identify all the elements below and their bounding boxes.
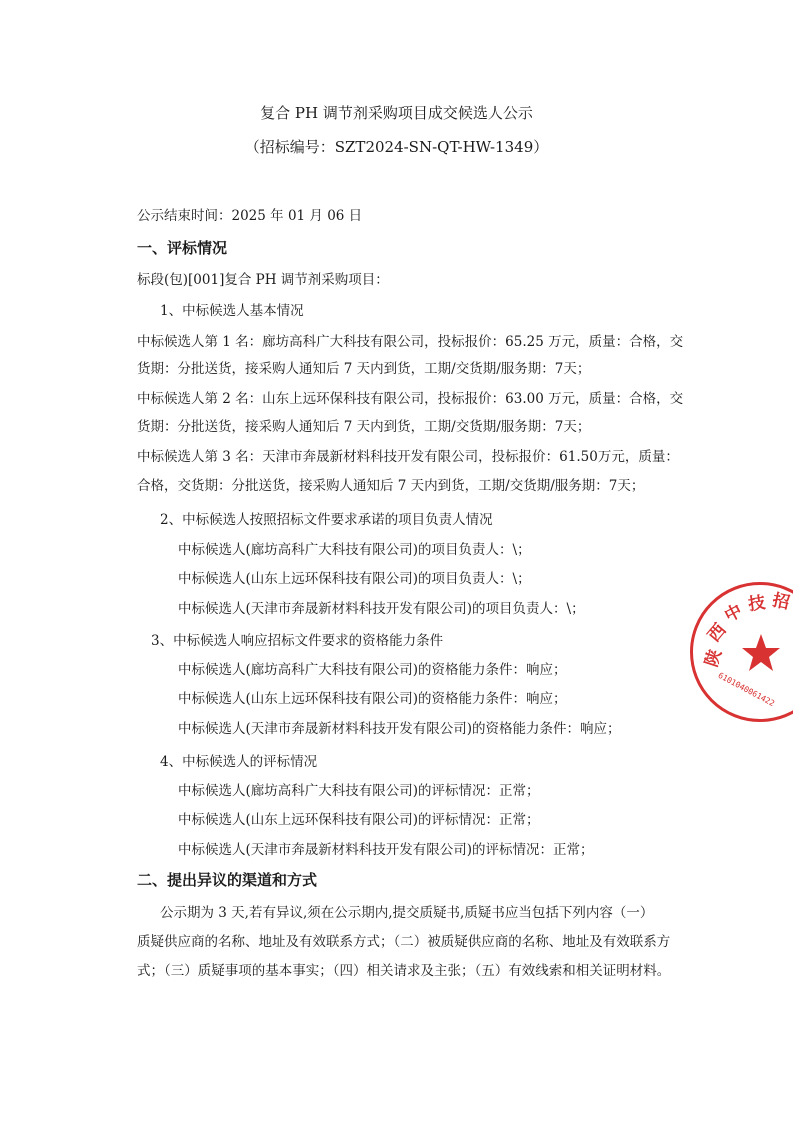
bid-number: （招标编号：SZT2024-SN-QT-HW-1349） [244, 138, 549, 156]
seal-char: 陕 [701, 647, 727, 670]
seal-char: 技 [747, 592, 767, 616]
lot-line: 标段(包)[001]复合 PH 调节剂采购项目： [137, 272, 389, 288]
sub-2-item: 中标候选人(天津市奔晟新材料科技开发有限公司)的项目负责人：\； [178, 601, 585, 617]
seal-star-icon [741, 633, 781, 673]
sub-1-heading: 1、中标候选人基本情况 [160, 303, 304, 319]
sub-2-item: 中标候选人(廊坊高科广大科技有限公司)的项目负责人：\； [178, 542, 531, 558]
objection-line-1: 公示期为 3 天,若有异议,须在公示期内,提交质疑书,质疑书应当包括下列内容（一） [160, 905, 654, 921]
candidate-2-line-1: 中标候选人第 2 名：山东上远环保科技有限公司，投标报价：63.00 万元，质量：合格，交 [137, 391, 684, 407]
sub-2-heading: 2、中标候选人按照招标文件要求承诺的项目负责人情况 [160, 512, 493, 528]
sub-4-item: 中标候选人(山东上远环保科技有限公司)的评标情况：正常； [178, 812, 540, 828]
objection-line-3: 式；（三）质疑事项的基本事实；（四）相关请求及主张；（五）有效线索和相关证明材料。 [137, 963, 671, 979]
seal-number: 6101040061422 [716, 670, 777, 709]
page-title: 复合 PH 调节剂采购项目成交候选人公示 [260, 104, 533, 122]
sub-4-heading: 4、中标候选人的评标情况 [160, 754, 318, 770]
candidate-1-line-1: 中标候选人第 1 名：廊坊高科广大科技有限公司，投标报价：65.25 万元，质量：合格，交 [137, 334, 684, 350]
sub-2-item: 中标候选人(山东上远环保科技有限公司)的项目负责人：\； [178, 571, 531, 587]
sub-3-item: 中标候选人(山东上远环保科技有限公司)的资格能力条件：响应； [178, 691, 567, 707]
seal-char: 西 [704, 620, 731, 647]
seal-char: 中 [721, 600, 746, 627]
objection-line-2: 质疑供应商的名称、地址及有效联系方式；（二）被质疑供应商的名称、地址及有效联系方 [137, 934, 671, 950]
sub-3-item: 中标候选人(廊坊高科广大科技有限公司)的资格能力条件：响应； [178, 662, 567, 678]
section-1-heading: 一、评标情况 [137, 239, 228, 257]
end-time: 公示结束时间：2025 年 01 月 06 日 [137, 208, 363, 224]
seal-char: 招 [770, 590, 792, 614]
sub-3-item: 中标候选人(天津市奔晟新材料科技开发有限公司)的资格能力条件：响应； [178, 721, 621, 737]
sub-4-item: 中标候选人(廊坊高科广大科技有限公司)的评标情况：正常； [178, 783, 540, 799]
candidate-3-line-1: 中标候选人第 3 名：天津市奔晟新材料科技开发有限公司，投标报价：61.50万元，质量： [137, 449, 679, 465]
section-2-heading: 二、提出异议的渠道和方式 [137, 871, 318, 889]
sub-4-item: 中标候选人(天津市奔晟新材料科技开发有限公司)的评标情况：正常； [178, 842, 594, 858]
official-seal [690, 582, 793, 722]
candidate-3-line-2: 合格，交货期：分批送货，接采购人通知后 7 天内到货，工期/交货期/服务期：7天； [137, 478, 645, 494]
candidate-2-line-2: 货期：分批送货，接采购人通知后 7 天内到货，工期/交货期/服务期：7天； [137, 419, 591, 435]
candidate-1-line-2: 货期：分批送货，接采购人通知后 7 天内到货，工期/交货期/服务期：7天； [137, 361, 591, 377]
sub-3-heading: 3、中标候选人响应招标文件要求的资格能力条件 [151, 633, 444, 649]
